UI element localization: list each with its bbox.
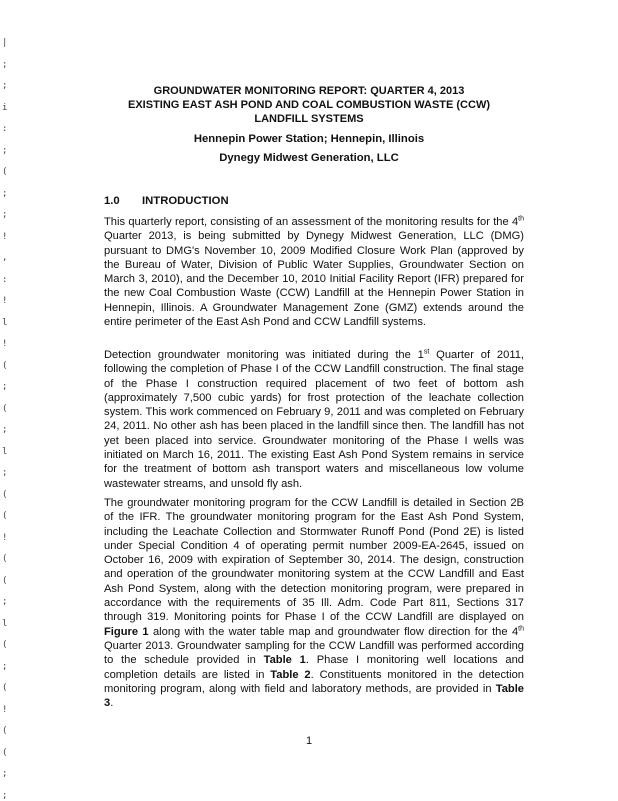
- margin-mark: ;: [2, 425, 8, 435]
- margin-mark: ;: [2, 81, 8, 91]
- margin-mark: !: [2, 339, 8, 349]
- margin-mark: ;: [2, 59, 8, 70]
- margin-mark: :: [2, 274, 8, 285]
- margin-mark: ;: [2, 188, 8, 199]
- section-title: INTRODUCTION: [142, 195, 229, 207]
- report-title-line-2: EXISTING EAST ASH POND AND COAL COMBUSTION WASTE (CCW): [128, 99, 490, 111]
- margin-mark: ;: [2, 661, 8, 672]
- margin-mark: ;: [2, 597, 8, 607]
- page-number: 1: [305, 735, 313, 747]
- margin-mark: ;: [2, 145, 8, 156]
- margin-mark: ;: [2, 382, 8, 392]
- margin-mark: ;: [2, 790, 8, 801]
- margin-mark: ,: [2, 253, 8, 263]
- report-location: Hennepin Power Station; Hennepin, Illinois: [193, 133, 425, 145]
- margin-mark: (: [2, 640, 8, 650]
- paragraph-2: Detection groundwater monitoring was initiated during the 1st Quarter of 2011, following the completion of Phase I of the CCW Landfill construction. The final stage of the Phase I construction required placement of two feet of bottom ash (approximately 7,500 cubic yards) for frost protection of the leachate collection system. This work commenced on February 9, 2011 and was completed on February 24, 2011. No other ash has been placed in the landfill since then. The landfill has not yet been placed into service. Groundwater monitoring of the Phase I wells was initiated on March 16, 2011. The existing East Ash Pond System remains in service for the treatment of bottom ash transport waters and miscellaneous low volume wastewater streams, and unsold fly ash.: [104, 348, 524, 490]
- margin-mark: l: [2, 618, 8, 629]
- margin-mark: !: [2, 296, 8, 306]
- margin-mark: (: [2, 360, 8, 371]
- section-heading: [104, 195, 229, 207]
- report-company: Dynegy Midwest Generation, LLC: [219, 152, 399, 164]
- margin-mark: (: [2, 747, 8, 758]
- margin-mark: (: [2, 511, 8, 521]
- margin-mark: !: [2, 231, 8, 242]
- section-number: 1.0: [104, 195, 120, 207]
- margin-mark: (: [2, 554, 8, 564]
- margin-mark: (: [2, 683, 8, 693]
- margin-mark: (: [2, 726, 8, 736]
- paragraph-1: This quarterly report, consisting of an assessment of the monitoring results for the 4th Quarter 2013, is being submitted by Dynegy Midwest Generation, LLC (DMG) pursuant to DMG's November 10, 2009 Modified Closure Work Plan (approved by the Bureau of Water, Division of Public Water Supplies, Groundwater Section on March 3, 2010), and the December 10, 2010 Initial Facility Report (IFR) prepared for the new Coal Combustion Waste (CCW) Landfill at the Hennepin Power Station in Hennepin, Illinois. A Groundwater Management Zone (GMZ) extends around the entire perimeter of the East Ash Pond and CCW Landfill systems.: [104, 215, 524, 329]
- margin-mark: (: [2, 403, 8, 414]
- table-2-reference: Table 2: [270, 668, 311, 681]
- margin-mark: l: [2, 446, 8, 457]
- margin-mark: :: [2, 124, 8, 134]
- margin-mark: |: [2, 38, 8, 48]
- report-title-line-3: LANDFILL SYSTEMS: [254, 113, 364, 125]
- margin-mark: ;: [2, 769, 8, 779]
- margin-mark: !: [2, 532, 8, 543]
- table-1-reference: Table 1: [263, 654, 306, 667]
- margin-mark: (: [2, 489, 8, 500]
- margin-mark: ;: [2, 210, 8, 220]
- margin-mark: (: [2, 575, 8, 586]
- report-title-line-1: GROUNDWATER MONITORING REPORT: QUARTER 4, 2013: [153, 85, 465, 97]
- table-3-reference: Table 3: [104, 682, 524, 710]
- margin-mark: ;: [2, 468, 8, 478]
- margin-mark: !: [2, 704, 8, 715]
- margin-mark: l: [2, 317, 8, 328]
- margin-mark: i: [2, 102, 8, 113]
- paragraph-3: The groundwater monitoring program for the CCW Landfill is detailed in Section 2B of the IFR. The groundwater monitoring program for the East Ash Pond System, including the Leachate Collection and Stormwater Runoff Pond (Pond 2E) is listed under Special Condition 4 of operating permit number 2009-EA-2645, issued on October 16, 2009 with expiration of September 30, 2014. The design, construction and operation of the groundwater monitoring system at the CCW Landfill and East Ash Pond System, along with the detection monitoring program, were prepared in accordance with the requirements of 35 Ill. Adm. Code Part 811, Sections 317 through 319. Monitoring points for Phase I of the CCW Landfill are displayed on Figure 1 along with the water table map and groundwater flow direction for the 4th Quarter 2013. Groundwater sampling for the CCW Landfill was performed according to the schedule provided in Table 1. Phase I monitoring well locations and completion details are listed in Table 2. Constituents monitored in the detection monitoring program, along with field and laboratory methods, are provided in Table 3.: [104, 497, 524, 710]
- margin-mark: (: [2, 167, 8, 177]
- figure-1-reference: Figure 1: [104, 625, 149, 638]
